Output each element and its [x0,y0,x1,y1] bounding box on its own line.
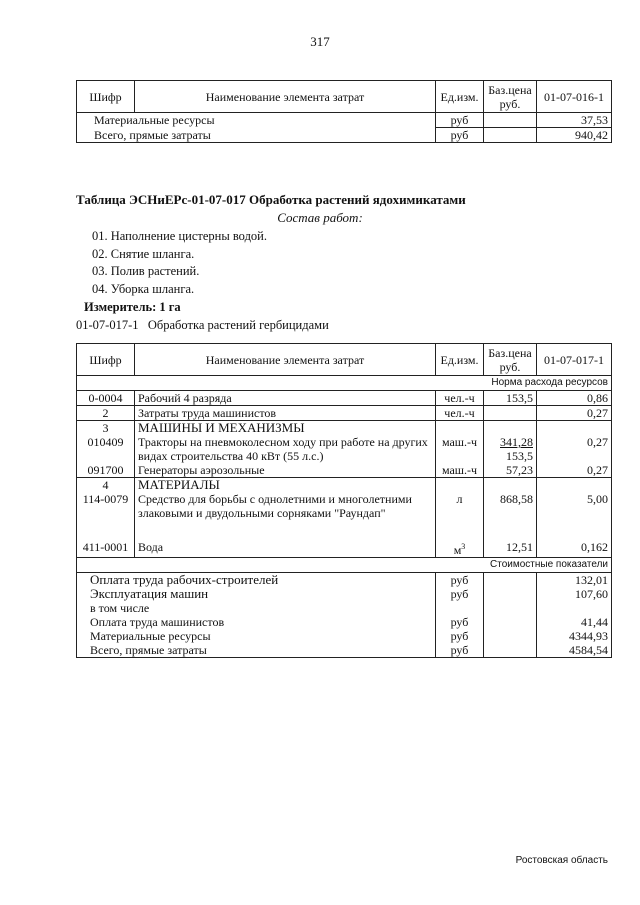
table-row: 2 Затраты труда машинистов чел.-ч 0,27 [77,406,612,421]
header-price: Баз.цена руб. [484,81,537,113]
row-name: Материальные ресурсы [94,113,215,127]
meter: Измеритель: 1 га [84,300,181,314]
table-row [77,128,612,143]
list-item: 02. Снятие шланга. [92,246,195,261]
list-item: 04. Уборка шланга. [92,281,195,296]
price-bottom: 153,5 [506,449,533,463]
work-steps [92,228,267,298]
header-code: Шифр [77,344,135,376]
header-name: Наименование элемента затрат [135,81,436,113]
header-code-col: 01-07-017-1 [537,344,612,376]
header-code-col: 01-07-016-1 [537,81,612,113]
unit-text: м [453,543,462,557]
price-top: 341,28 [500,435,533,449]
table-row: 010409 Тракторы на пневмоколесном ходу при работе на других видах строительства 40 кВт (55 л.с.) маш.-ч 341,28 153,5 0,27 [77,435,612,463]
item-title: 01-07-017-1 Обработка растений гербицидами [76,318,329,332]
list-item: 03. Полив растений. [92,264,200,278]
table-row: 4 МАТЕРИАЛЫ [77,478,612,493]
table-row: 0-0004 Рабочий 4 разряда чел.-ч 153,5 0,86 [77,391,612,406]
table-row: Материальные ресурсы руб 4344,93 [77,629,612,643]
table-row: в том числе [77,601,612,615]
row-value: 37,53 [537,113,612,128]
table-row: Эксплуатация машин руб 107,60 [77,587,612,601]
row-unit: руб [436,128,484,143]
header-name: Наименование элемента затрат [135,344,436,376]
page-number: 317 [310,34,330,49]
row-name: Всего, прямые затраты [94,127,211,142]
norm-label: Норма расхода ресурсов [77,376,612,391]
table-resources-017 [76,343,612,658]
header-price: Баз.цена руб. [484,344,537,376]
header-unit: Ед.изм. [436,81,484,113]
table-row: Всего, прямые затраты руб 4584,54 [77,643,612,658]
table-title: Таблица ЭСНиЕРс-01-07-017 Обработка растений ядохимикатами [76,192,466,207]
composition-title: Состав работ: [277,210,363,225]
table-summary-016 [76,80,612,143]
row-unit: руб [436,113,484,128]
table-row: Оплата труда машинистов руб 41,44 [77,615,612,629]
table-row: 3 МАШИНЫ И МЕХАНИЗМЫ [77,421,612,436]
table-row: Оплата труда рабочих-строителей руб 132,01 [77,573,612,588]
header-code: Шифр [77,81,135,113]
list-item: 01. Наполнение цистерны водой. [92,229,267,243]
table-row [77,113,612,128]
unit-superscript: 3 [461,542,466,551]
row-value: 940,42 [537,128,612,143]
table-row: 114-0079 Средство для борьбы с однолетними и многолетними злаковыми и двудольными сорняками "Раундап" л 868,58 5,00 [77,492,612,540]
header-unit: Ед.изм. [436,344,484,376]
cost-label: Стоимостные показатели [77,558,612,573]
footer-region: Ростовская область [515,855,608,866]
table-row: 411-0001 Вода $м^3$ 12,51 0,162 [77,540,612,558]
table-row: 091700 Генераторы аэрозольные маш.-ч 57,23 0,27 [77,463,612,478]
